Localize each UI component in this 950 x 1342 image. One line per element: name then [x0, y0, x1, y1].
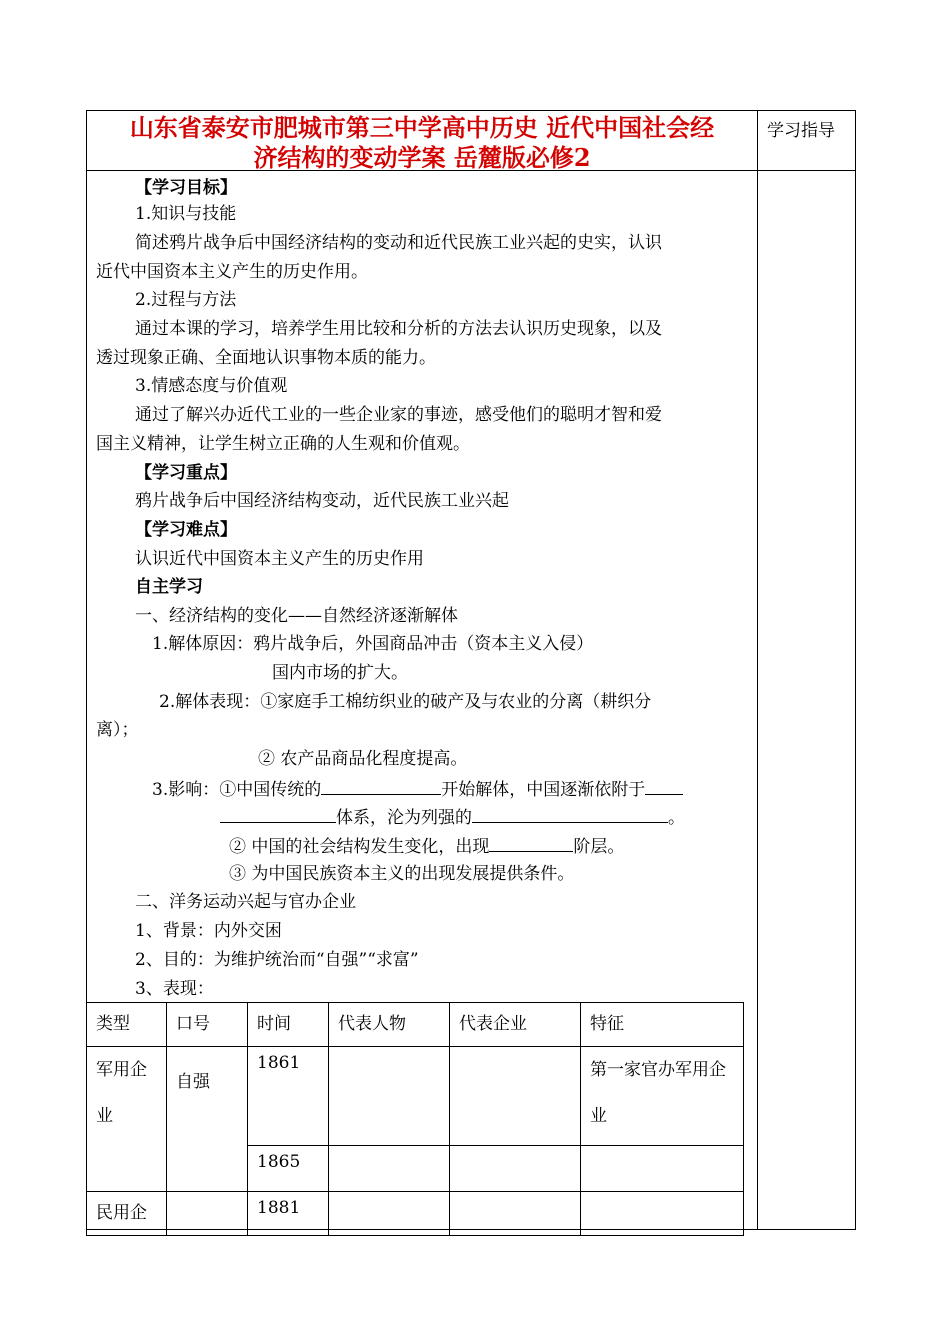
- impact-line-1-a: 3.影响：①中国传统的: [152, 780, 322, 800]
- header-representative: 代表人物: [329, 1003, 450, 1047]
- section-1-title: 一、经济结构的变化——自然经济逐渐解体: [135, 606, 458, 626]
- impact-line-1: [152, 778, 683, 800]
- cell-empty[interactable]: [329, 1192, 450, 1236]
- cell-empty[interactable]: [329, 1047, 450, 1146]
- cell-empty[interactable]: [167, 1192, 248, 1236]
- study-guide-header: 学习指导: [767, 121, 835, 141]
- cell-empty[interactable]: [329, 1146, 450, 1192]
- goal-1-title: 1.知识与技能: [135, 204, 237, 224]
- focus-text: 鸦片战争后中国经济结构变动，近代民族工业兴起: [135, 491, 509, 511]
- header-enterprise: 代表企业: [450, 1003, 581, 1047]
- goal-1-line-2: 近代中国资本主义产生的历史作用。: [96, 262, 368, 282]
- document-title: [96, 113, 748, 173]
- cell-feature-1861: 第一家官办军用企业: [581, 1047, 744, 1146]
- header-time: 时间: [248, 1003, 329, 1047]
- impact-line-1-b: 开始解体，中国逐渐依附于: [441, 780, 646, 800]
- impact-line-3: [229, 835, 624, 857]
- cell-military-type: 军用企业: [87, 1047, 167, 1192]
- cell-empty[interactable]: [581, 1192, 744, 1236]
- cell-empty[interactable]: [450, 1047, 581, 1146]
- impact-line-3-a: ② 中国的社会结构发生变化，出现: [229, 837, 490, 857]
- manifest-line-3: ② 农产品商品化程度提高。: [258, 749, 468, 769]
- cause-line-1: 1.解体原因：鸦片战争后，外国商品冲击（资本主义入侵）: [152, 634, 594, 654]
- cell-empty[interactable]: [450, 1146, 581, 1192]
- title-line-1: 山东省泰安市肥城市第三中学高中历史 近代中国社会经: [129, 113, 715, 142]
- impact-line-3-b: 阶层。: [573, 837, 625, 857]
- goal-3-line-2: 国主义精神，让学生树立正确的人生观和价值观。: [96, 434, 470, 454]
- cell-year-1881: 1881: [248, 1192, 329, 1236]
- goals-heading: 【学习目标】: [135, 178, 237, 198]
- background-line: 1、背景：内外交困: [135, 921, 282, 941]
- difficulty-heading: 【学习难点】: [135, 520, 237, 540]
- column-divider: [757, 110, 758, 1230]
- goal-2-title: 2.过程与方法: [135, 290, 237, 310]
- fill-blank-colony[interactable]: [472, 806, 668, 823]
- goal-2-line-1: 通过本课的学习，培养学生用比较和分析的方法去认识历史现象，以及: [135, 319, 662, 339]
- manifestation-line: 3、表现：: [135, 979, 214, 999]
- cell-empty[interactable]: [581, 1146, 744, 1192]
- goal-3-title: 3.情感态度与价值观: [135, 376, 288, 396]
- section-2-title: 二、洋务运动兴起与官办企业: [135, 892, 356, 912]
- table-header-row: [87, 1003, 744, 1047]
- difficulty-text: 认识近代中国资本主义产生的历史作用: [135, 549, 424, 569]
- manifest-line-1: 2.解体表现：①家庭手工棉纺织业的破产及与农业的分离（耕织分: [159, 692, 652, 712]
- fill-blank-system[interactable]: [220, 806, 336, 823]
- impact-line-2-a: 体系，沦为列强的: [336, 808, 472, 828]
- fill-blank-class[interactable]: [489, 835, 573, 852]
- header-type: 类型: [87, 1003, 167, 1047]
- table-row: [87, 1192, 744, 1236]
- goal-2-line-2: 透过现象正确、全面地认识事物本质的能力。: [96, 348, 436, 368]
- cell-year-1861: 1861: [248, 1047, 329, 1146]
- cell-military-slogan: 自强: [167, 1047, 248, 1192]
- goal-3-line-1: 通过了解兴办近代工业的一些企业家的事迹，感受他们的聪明才智和爱: [135, 405, 662, 425]
- goal-1-line-1: 简述鸦片战争后中国经济结构的变动和近代民族工业兴起的史实，认识: [135, 233, 662, 253]
- fill-blank-traditional-economy[interactable]: [321, 778, 441, 795]
- header-slogan: 口号: [167, 1003, 248, 1047]
- impact-line-2-b: 。: [668, 808, 685, 828]
- title-line-2: 济结构的变动学案 岳麓版必修2: [253, 143, 591, 172]
- header-feature: 特征: [581, 1003, 744, 1047]
- self-study-heading: 自主学习: [135, 577, 203, 597]
- table-row: [87, 1047, 744, 1146]
- enterprise-table: [86, 1002, 744, 1236]
- cell-year-1865: 1865: [248, 1146, 329, 1192]
- impact-line-4: ③ 为中国民族资本主义的出现发展提供条件。: [229, 864, 575, 884]
- manifest-line-2: 离）；: [96, 720, 139, 740]
- impact-line-2: [220, 806, 685, 828]
- cause-line-2: 国内市场的扩大。: [272, 663, 408, 683]
- fill-blank-system-start[interactable]: [645, 778, 683, 795]
- focus-heading: 【学习重点】: [135, 463, 237, 483]
- cell-civil-type: 民用企: [87, 1192, 167, 1236]
- cell-empty[interactable]: [450, 1192, 581, 1236]
- purpose-line: 2、目的：为维护统治而“自强”“求富”: [135, 950, 419, 970]
